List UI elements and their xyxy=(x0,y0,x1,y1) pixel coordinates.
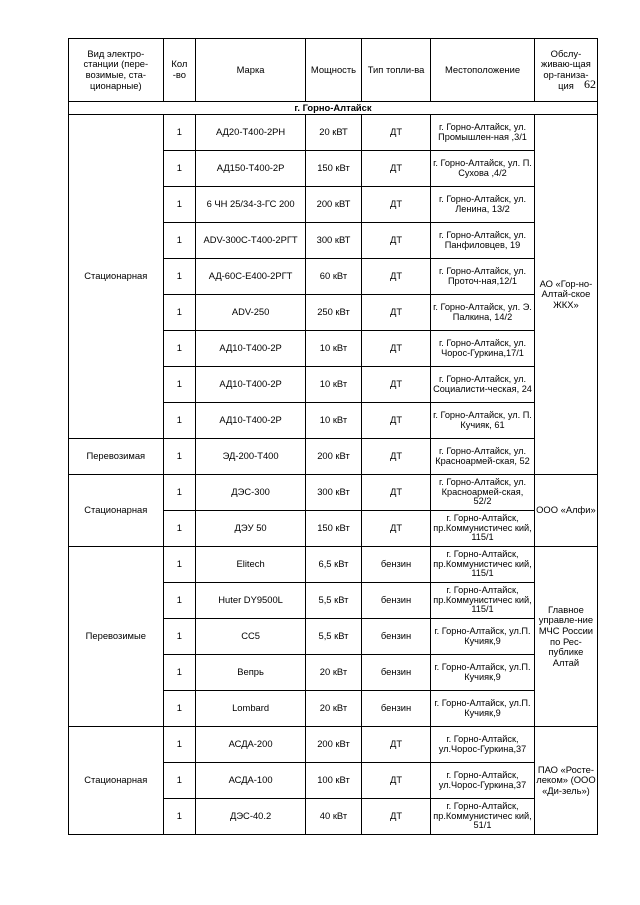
quantity-cell: 1 xyxy=(163,619,196,655)
power-cell: 5,5 кВт xyxy=(306,583,362,619)
station-type-cell: Стационарная xyxy=(69,727,164,835)
quantity-cell: 1 xyxy=(163,367,196,403)
brand-cell: АД150-Т400-2Р xyxy=(196,151,306,187)
quantity-cell: 1 xyxy=(163,547,196,583)
service-organization-cell: ПАО «Росте-леком» (ООО «Ди-зель») xyxy=(534,727,597,835)
power-cell: 150 кВт xyxy=(306,511,362,547)
quantity-cell: 1 xyxy=(163,331,196,367)
location-cell: г. Горно-Алтайск, ул. Панфиловцев, 19 xyxy=(431,223,535,259)
brand-cell: ДЭС-40.2 xyxy=(196,799,306,835)
location-cell: г. Горно-Алтайск, ул. Промышлен-ная ,3/1 xyxy=(431,115,535,151)
fuel-type-cell: бензин xyxy=(361,691,430,727)
quantity-cell: 1 xyxy=(163,763,196,799)
station-type-cell: Стационарная xyxy=(69,115,164,439)
location-cell: г. Горно-Алтайск, пр.Коммунистичес кий, 115/1 xyxy=(431,547,535,583)
location-cell: г. Горно-Алтайск, ул. П. Кучияк, 61 xyxy=(431,403,535,439)
quantity-cell: 1 xyxy=(163,187,196,223)
quantity-cell: 1 xyxy=(163,727,196,763)
location-cell: г. Горно-Алтайск, пр.Коммунистичес кий, 115/1 xyxy=(431,511,535,547)
service-organization-cell: Главное управле-ние МЧС России по Рес-публике Алтай xyxy=(534,547,597,727)
location-cell: г. Горно-Алтайск, ул. Чорос-Гуркина,17/1 xyxy=(431,331,535,367)
service-organization-cell: АО «Гор-но-Алтай-ское ЖКХ» xyxy=(534,115,597,475)
location-cell: г. Горно-Алтайск, ул.Чорос-Гуркина,37 xyxy=(431,763,535,799)
fuel-type-cell: ДТ xyxy=(361,403,430,439)
brand-cell: Huter DY9500L xyxy=(196,583,306,619)
fuel-type-cell: ДТ xyxy=(361,439,430,475)
brand-cell: АД10-Т400-2Р xyxy=(196,403,306,439)
fuel-type-cell: ДТ xyxy=(361,727,430,763)
quantity-cell: 1 xyxy=(163,151,196,187)
header-location: Местоположение xyxy=(431,39,535,102)
table-row xyxy=(69,115,598,151)
quantity-cell: 1 xyxy=(163,439,196,475)
fuel-type-cell: бензин xyxy=(361,619,430,655)
brand-cell: 6 ЧН 25/34-3-ГС 200 xyxy=(196,187,306,223)
header-row xyxy=(69,39,598,102)
power-cell: 10 кВт xyxy=(306,331,362,367)
brand-cell: ЭД-200-Т400 xyxy=(196,439,306,475)
quantity-cell: 1 xyxy=(163,475,196,511)
power-cell: 200 кВт xyxy=(306,727,362,763)
brand-cell: АСДА-100 xyxy=(196,763,306,799)
fuel-type-cell: ДТ xyxy=(361,295,430,331)
location-cell: г. Горно-Алтайск, ул. Социалисти-ческая, 24 xyxy=(431,367,535,403)
power-cell: 150 кВт xyxy=(306,151,362,187)
location-cell: г. Горно-Алтайск, ул.П. Кучияк,9 xyxy=(431,655,535,691)
table-body xyxy=(69,102,598,835)
quantity-cell: 1 xyxy=(163,511,196,547)
brand-cell: АД10-Т400-2Р xyxy=(196,331,306,367)
fuel-type-cell: ДТ xyxy=(361,511,430,547)
power-cell: 40 кВт xyxy=(306,799,362,835)
quantity-cell: 1 xyxy=(163,295,196,331)
fuel-type-cell: ДТ xyxy=(361,331,430,367)
power-cell: 60 кВт xyxy=(306,259,362,295)
brand-cell: АД-60С-Е400-2РГТ xyxy=(196,259,306,295)
fuel-type-cell: ДТ xyxy=(361,187,430,223)
brand-cell: ДЭУ 50 xyxy=(196,511,306,547)
fuel-type-cell: ДТ xyxy=(361,763,430,799)
table-row xyxy=(69,547,598,583)
power-cell: 300 кВТ xyxy=(306,223,362,259)
location-cell: г. Горно-Алтайск, ул. Проточ-ная,12/1 xyxy=(431,259,535,295)
table-row xyxy=(69,439,598,475)
brand-cell: Elitech xyxy=(196,547,306,583)
fuel-type-cell: ДТ xyxy=(361,115,430,151)
power-cell: 10 кВт xyxy=(306,403,362,439)
header-service-organization: Обслу-живаю-щая ор-ганиза-ция xyxy=(534,39,597,102)
quantity-cell: 1 xyxy=(163,259,196,295)
header-brand: Марка xyxy=(196,39,306,102)
quantity-cell: 1 xyxy=(163,691,196,727)
fuel-type-cell: ДТ xyxy=(361,259,430,295)
header-quantity: Кол -во xyxy=(163,39,196,102)
station-type-cell: Перевозимая xyxy=(69,439,164,475)
quantity-cell: 1 xyxy=(163,655,196,691)
section-row xyxy=(69,102,598,115)
power-cell: 250 кВт xyxy=(306,295,362,331)
location-cell: г. Горно-Алтайск, ул. Красноармей-ская, 52 xyxy=(431,439,535,475)
fuel-type-cell: ДТ xyxy=(361,367,430,403)
location-cell: г. Горно-Алтайск, пр.Коммунистичес кий, 115/1 xyxy=(431,583,535,619)
power-cell: 20 кВт xyxy=(306,655,362,691)
header-fuel-type: Тип топли-ва xyxy=(361,39,430,102)
brand-cell: ADV-300C-T400-2РГТ xyxy=(196,223,306,259)
fuel-type-cell: ДТ xyxy=(361,475,430,511)
power-stations-table xyxy=(68,38,598,835)
brand-cell: CC5 xyxy=(196,619,306,655)
location-cell: г. Горно-Алтайск, ул. Э. Палкина, 14/2 xyxy=(431,295,535,331)
quantity-cell: 1 xyxy=(163,583,196,619)
fuel-type-cell: бензин xyxy=(361,655,430,691)
fuel-type-cell: ДТ xyxy=(361,799,430,835)
table-row xyxy=(69,727,598,763)
service-organization-cell: ООО «Алфи» xyxy=(534,475,597,547)
location-cell: г. Горно-Алтайск, ул. П. Сухова ,4/2 xyxy=(431,151,535,187)
location-cell: г. Горно-Алтайск, ул. Ленина, 13/2 xyxy=(431,187,535,223)
brand-cell: ADV-250 xyxy=(196,295,306,331)
fuel-type-cell: ДТ xyxy=(361,223,430,259)
header-power: Мощность xyxy=(306,39,362,102)
brand-cell: ДЭС-300 xyxy=(196,475,306,511)
page-number: 62 xyxy=(584,77,596,91)
quantity-cell: 1 xyxy=(163,403,196,439)
brand-cell: АСДА-200 xyxy=(196,727,306,763)
section-title: г. Горно-Алтайск xyxy=(69,102,598,115)
fuel-type-cell: бензин xyxy=(361,583,430,619)
location-cell: г. Горно-Алтайск, пр.Коммунистичес кий, 51/1 xyxy=(431,799,535,835)
table-row xyxy=(69,475,598,511)
power-cell: 300 кВт xyxy=(306,475,362,511)
brand-cell: Вепрь xyxy=(196,655,306,691)
power-cell: 6,5 кВт xyxy=(306,547,362,583)
power-cell: 100 кВт xyxy=(306,763,362,799)
fuel-type-cell: бензин xyxy=(361,547,430,583)
power-cell: 5,5 кВт xyxy=(306,619,362,655)
power-cell: 200 кВТ xyxy=(306,187,362,223)
quantity-cell: 1 xyxy=(163,115,196,151)
power-cell: 10 кВт xyxy=(306,367,362,403)
brand-cell: АД10-Т400-2Р xyxy=(196,367,306,403)
power-cell: 20 кВТ xyxy=(306,115,362,151)
quantity-cell: 1 xyxy=(163,799,196,835)
brand-cell: Lombard xyxy=(196,691,306,727)
location-cell: г. Горно-Алтайск, ул.П. Кучияк,9 xyxy=(431,619,535,655)
location-cell: г. Горно-Алтайск, ул. Красноармей-ская, 52/2 xyxy=(431,475,535,511)
power-cell: 200 кВт xyxy=(306,439,362,475)
header-station-type: Вид электро-станции (пере-возимые, ста-ционарные) xyxy=(69,39,164,102)
station-type-cell: Стационарная xyxy=(69,475,164,547)
location-cell: г. Горно-Алтайск, ул.П. Кучияк,9 xyxy=(431,691,535,727)
station-type-cell: Перевозимые xyxy=(69,547,164,727)
power-cell: 20 кВт xyxy=(306,691,362,727)
brand-cell: АД20-Т400-2РН xyxy=(196,115,306,151)
location-cell: г. Горно-Алтайск, ул.Чорос-Гуркина,37 xyxy=(431,727,535,763)
fuel-type-cell: ДТ xyxy=(361,151,430,187)
quantity-cell: 1 xyxy=(163,223,196,259)
